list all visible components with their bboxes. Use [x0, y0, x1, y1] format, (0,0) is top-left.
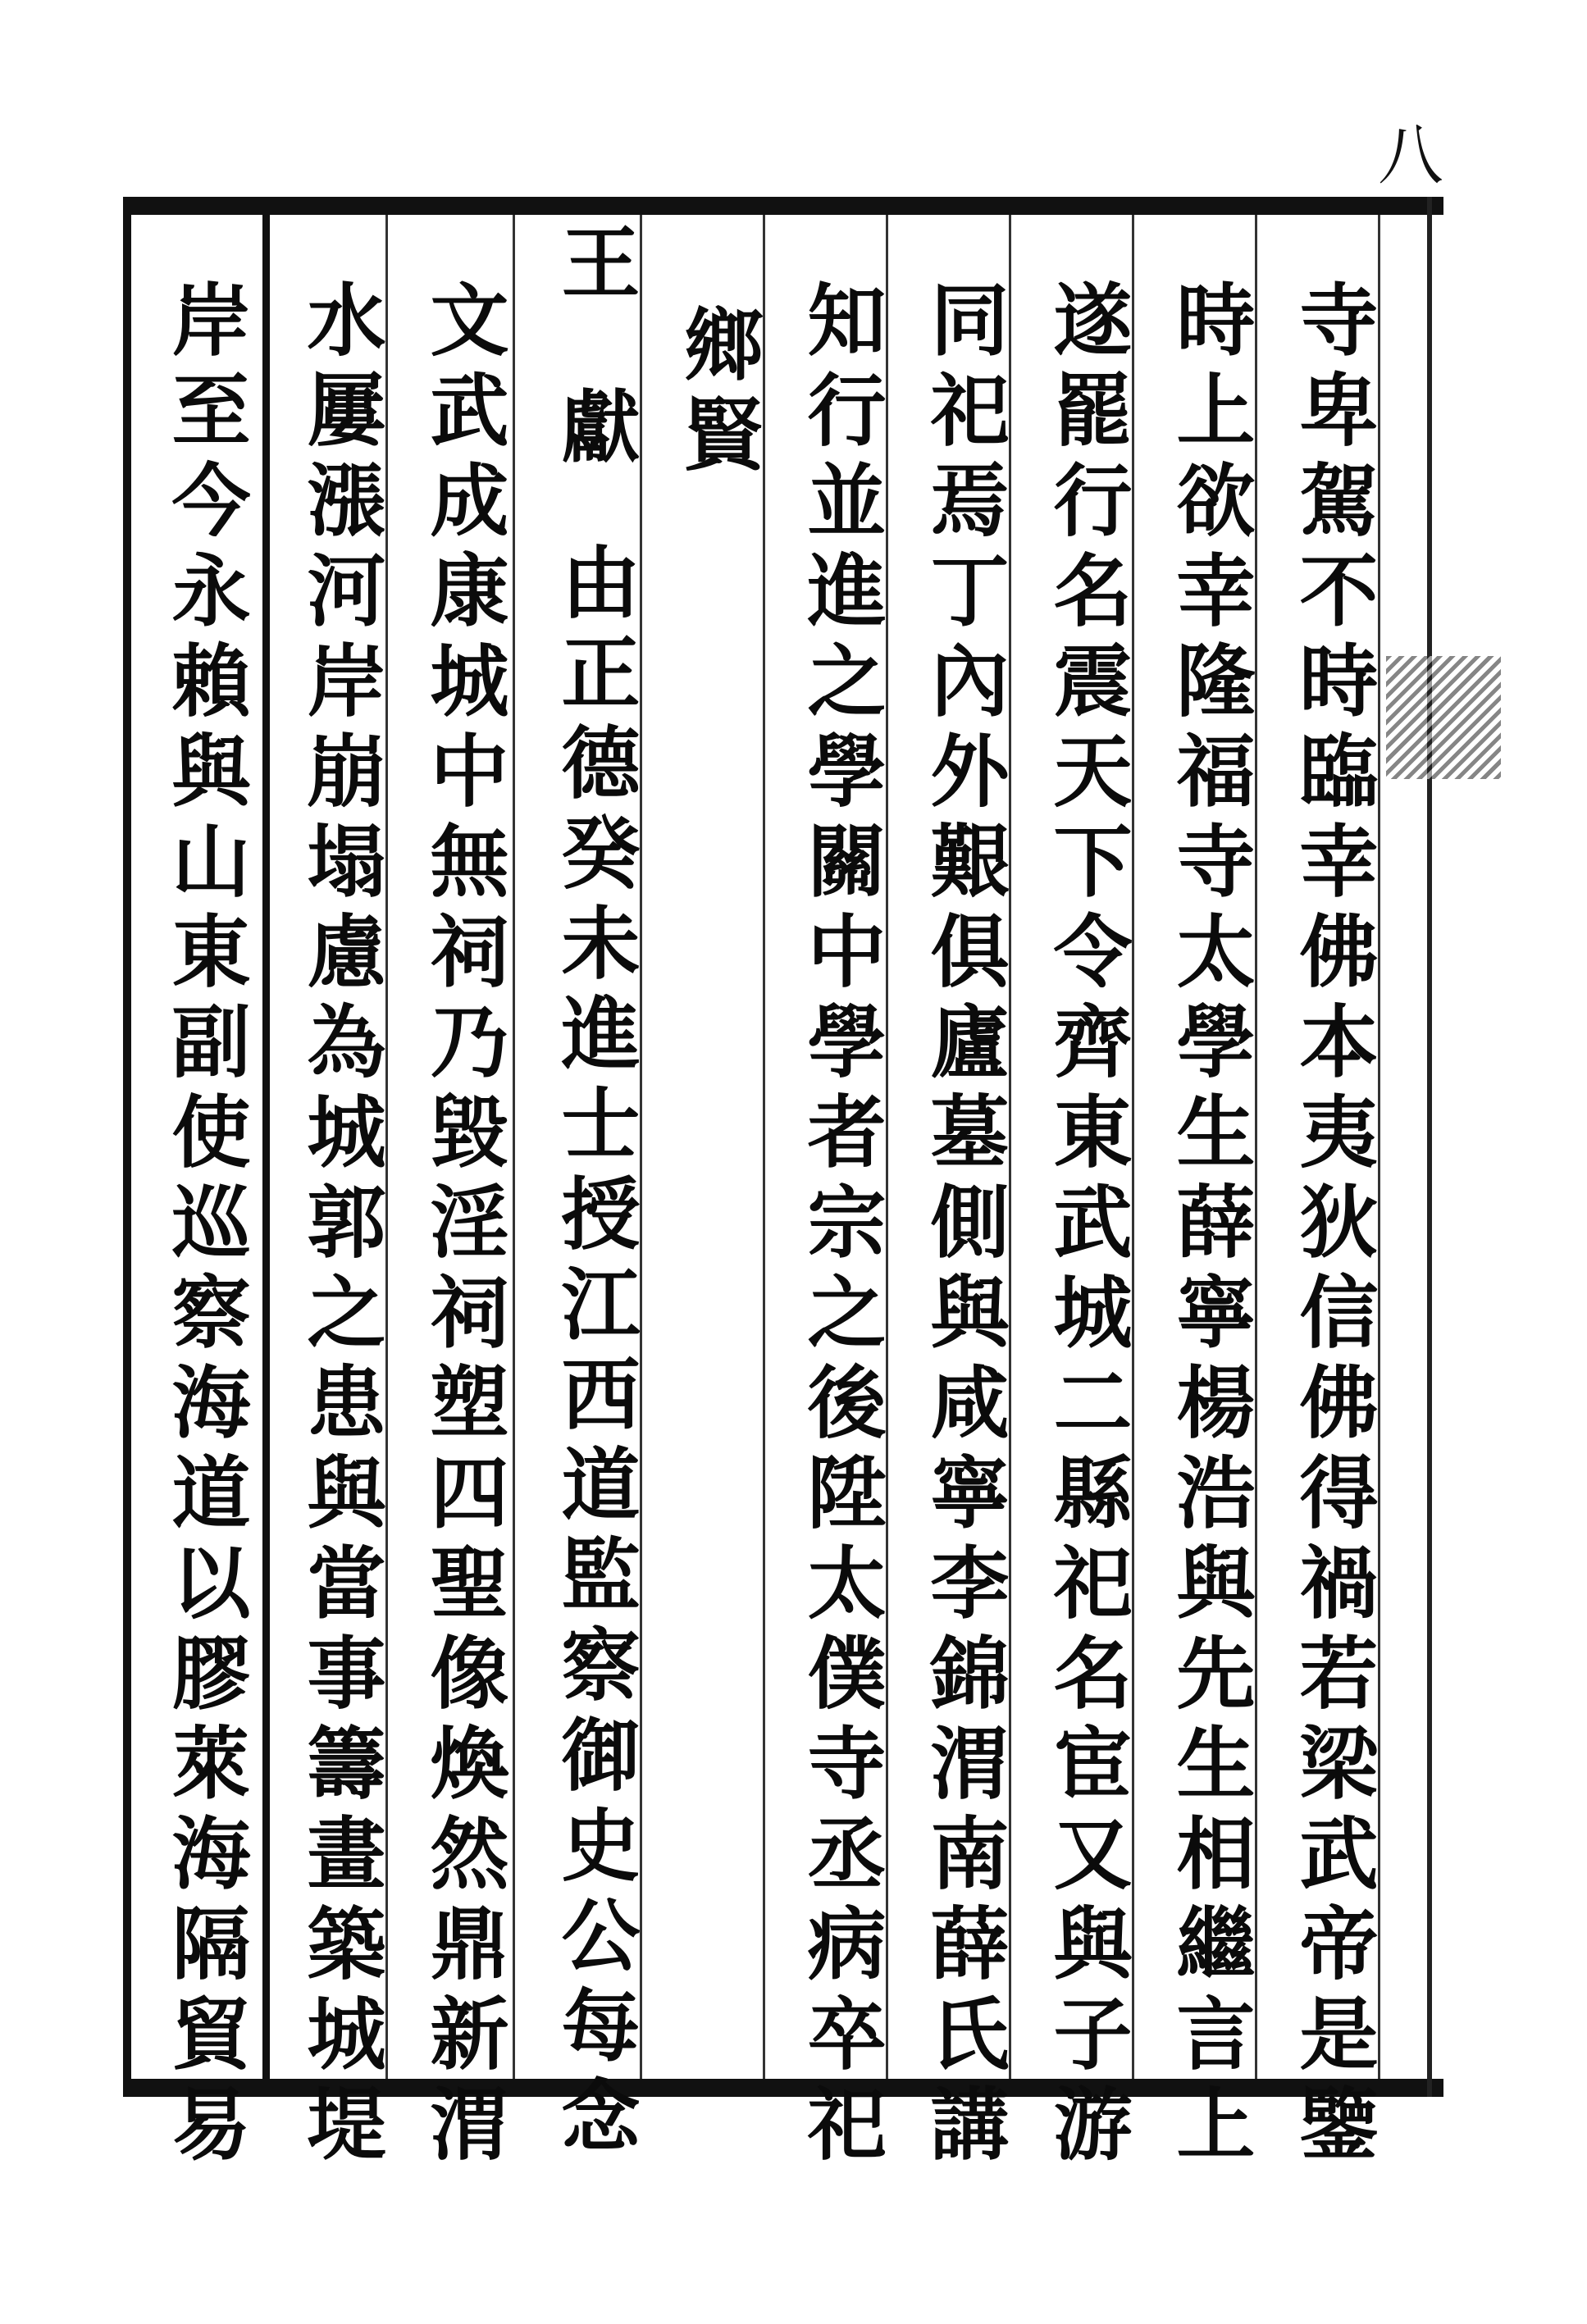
- text-column-10: 岸至今永賴與山東副使巡察海道以膠萊海隔貿易: [159, 279, 252, 2173]
- column-rule: [513, 215, 515, 2079]
- text-column-2: 時上欲幸隆福寺太學生薛寧楊浩與先生相繼言上: [1164, 279, 1256, 2173]
- text-column-9: 水屢漲河岸崩塌慮為城郭之患與當事籌畫築城堤: [294, 279, 387, 2173]
- column-rule-thick: [262, 215, 270, 2079]
- text-column-7: 由正德癸未進士授江西道監察御史公每念: [549, 541, 641, 2165]
- text-column-3: 遂罷行名震天下令齊東武城二縣祀名宦又與子游: [1041, 279, 1133, 2173]
- text-column-5: 知行並進之學關中學者宗之後陞太僕寺丞病卒祀: [795, 279, 887, 2173]
- text-column-6: 鄉賢: [672, 303, 764, 484]
- name-character-2: 獻: [549, 385, 641, 476]
- text-column-1: 寺卑駕不時臨幸佛本夷狄信佛得禍若梁武帝是鑒: [1287, 279, 1380, 2173]
- text-column-8: 文武成康城中無祠乃毀淫祠塑四聖像煥然鼎新渭: [417, 279, 510, 2173]
- frame-right-border: [1427, 197, 1432, 2097]
- frame-top-border: [123, 197, 1443, 215]
- frame-left-border: [123, 197, 131, 2097]
- column-rule: [763, 215, 765, 2079]
- name-character-1: 王: [549, 221, 641, 312]
- margin-damage-mark: [1386, 656, 1501, 779]
- text-column-4: 同祀焉丁內外艱俱廬墓側與咸寧李錦渭南薛氏講: [918, 279, 1010, 2173]
- margin-mark: 八: [1378, 117, 1443, 194]
